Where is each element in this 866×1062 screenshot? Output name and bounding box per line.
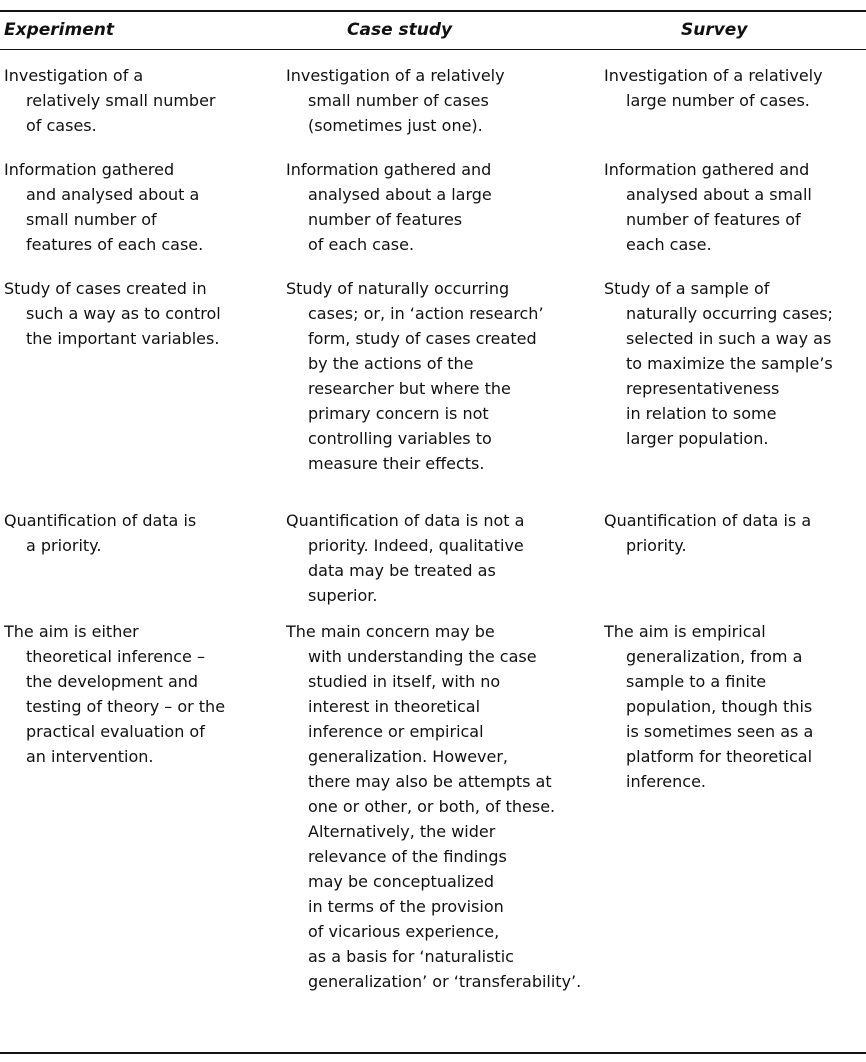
- cell-line: Study of a sample of: [604, 279, 770, 298]
- cell-line: priority. Indeed, qualitative: [308, 536, 524, 555]
- cell-line: representativeness: [626, 379, 780, 398]
- cell-case-study-row-5: [286, 619, 581, 994]
- cell-line: features of each case.: [26, 235, 204, 254]
- cell-case-study-row-2: [286, 157, 492, 257]
- cell-line: Investigation of a relatively: [604, 66, 823, 85]
- cell-line: primary concern is not: [308, 404, 489, 423]
- cell-line: generalization, from a: [626, 647, 803, 666]
- cell-experiment-row-1: [4, 63, 216, 138]
- cell-line: such a way as to control: [26, 304, 221, 323]
- cell-line: The aim is either: [4, 622, 139, 641]
- cell-line: relatively small number: [26, 91, 216, 110]
- cell-line: Information gathered: [4, 160, 175, 179]
- cell-line: (sometimes just one).: [308, 116, 483, 135]
- cell-line: relevance of the findings: [308, 847, 507, 866]
- table-bottom-rule: [0, 1052, 866, 1054]
- cell-line: the development and: [26, 672, 199, 691]
- cell-line: data may be treated as: [308, 561, 496, 580]
- cell-line: generalization. However,: [308, 747, 509, 766]
- cell-line: Investigation of a relatively: [286, 66, 505, 85]
- cell-line: a priority.: [26, 536, 102, 555]
- cell-survey-row-2: [604, 157, 812, 257]
- cell-line: studied in itself, with no: [308, 672, 501, 691]
- cell-survey-row-4: [604, 508, 811, 558]
- cell-line: number of features of: [626, 210, 801, 229]
- cell-line: platform for theoretical: [626, 747, 813, 766]
- cell-line: controlling variables to: [308, 429, 492, 448]
- cell-line: one or other, or both, of these.: [308, 797, 556, 816]
- cell-line: analysed about a small: [626, 185, 812, 204]
- cell-line: selected in such a way as: [626, 329, 832, 348]
- table-top-rule: [0, 10, 866, 12]
- cell-line: Study of naturally occurring: [286, 279, 510, 298]
- cell-line: as a basis for ‘naturalistic: [308, 947, 514, 966]
- cell-line: with understanding the case: [308, 647, 537, 666]
- cell-survey-row-1: [604, 63, 823, 113]
- header-survey: Survey: [681, 20, 748, 40]
- cell-line: Quantification of data is not a: [286, 511, 525, 530]
- cell-experiment-row-2: [4, 157, 203, 257]
- cell-line: small number of: [26, 210, 157, 229]
- cell-line: Information gathered and: [604, 160, 810, 179]
- cell-line: testing of theory – or the: [26, 697, 226, 716]
- cell-line: in relation to some: [626, 404, 777, 423]
- cell-line: practical evaluation of: [26, 722, 205, 741]
- cell-line: inference.: [626, 772, 706, 791]
- header-case-study: Case study: [347, 20, 453, 40]
- cell-line: Quantification of data is a: [604, 511, 812, 530]
- cell-line: theoretical inference –: [26, 647, 205, 666]
- cell-line: of cases.: [26, 116, 97, 135]
- cell-line: number of features: [308, 210, 463, 229]
- cell-line: to maximize the sample’s: [626, 354, 833, 373]
- cell-survey-row-3: [604, 276, 833, 451]
- cell-line: small number of cases: [308, 91, 489, 110]
- cell-experiment-row-4: [4, 508, 196, 558]
- cell-case-study-row-4: [286, 508, 524, 608]
- cell-line: an intervention.: [26, 747, 154, 766]
- cell-line: in terms of the provision: [308, 897, 504, 916]
- cell-line: large number of cases.: [626, 91, 810, 110]
- cell-experiment-row-3: [4, 276, 221, 351]
- cell-line: form, study of cases created: [308, 329, 537, 348]
- header-experiment: Experiment: [4, 20, 114, 40]
- cell-line: there may also be attempts at: [308, 772, 552, 791]
- cell-line: The main concern may be: [286, 622, 495, 641]
- cell-survey-row-5: [604, 619, 813, 794]
- cell-line: priority.: [626, 536, 687, 555]
- cell-line: population, though this: [626, 697, 813, 716]
- cell-case-study-row-3: [286, 276, 544, 476]
- cell-line: superior.: [308, 586, 378, 605]
- cell-line: generalization’ or ‘transferability’.: [308, 972, 582, 991]
- cell-line: inference or empirical: [308, 722, 484, 741]
- cell-line: Study of cases created in: [4, 279, 207, 298]
- cell-line: each case.: [626, 235, 712, 254]
- cell-line: Quantification of data is: [4, 511, 197, 530]
- cell-line: may be conceptualized: [308, 872, 495, 891]
- cell-line: the important variables.: [26, 329, 220, 348]
- cell-line: measure their effects.: [308, 454, 485, 473]
- cell-line: by the actions of the: [308, 354, 474, 373]
- cell-line: Alternatively, the wider: [308, 822, 496, 841]
- cell-line: of each case.: [308, 235, 415, 254]
- cell-line: interest in theoretical: [308, 697, 481, 716]
- cell-line: is sometimes seen as a: [626, 722, 814, 741]
- cell-line: of vicarious experience,: [308, 922, 500, 941]
- cell-line: analysed about a large: [308, 185, 492, 204]
- cell-line: Investigation of a: [4, 66, 144, 85]
- cell-experiment-row-5: [4, 619, 225, 769]
- cell-line: cases; or, in ‘action research’: [308, 304, 544, 323]
- cell-case-study-row-1: [286, 63, 505, 138]
- header-rule: [0, 49, 866, 50]
- cell-line: Information gathered and: [286, 160, 492, 179]
- cell-line: larger population.: [626, 429, 769, 448]
- cell-line: and analysed about a: [26, 185, 200, 204]
- cell-line: sample to a finite: [626, 672, 767, 691]
- cell-line: researcher but where the: [308, 379, 511, 398]
- cell-line: The aim is empirical: [604, 622, 766, 641]
- cell-line: naturally occurring cases;: [626, 304, 833, 323]
